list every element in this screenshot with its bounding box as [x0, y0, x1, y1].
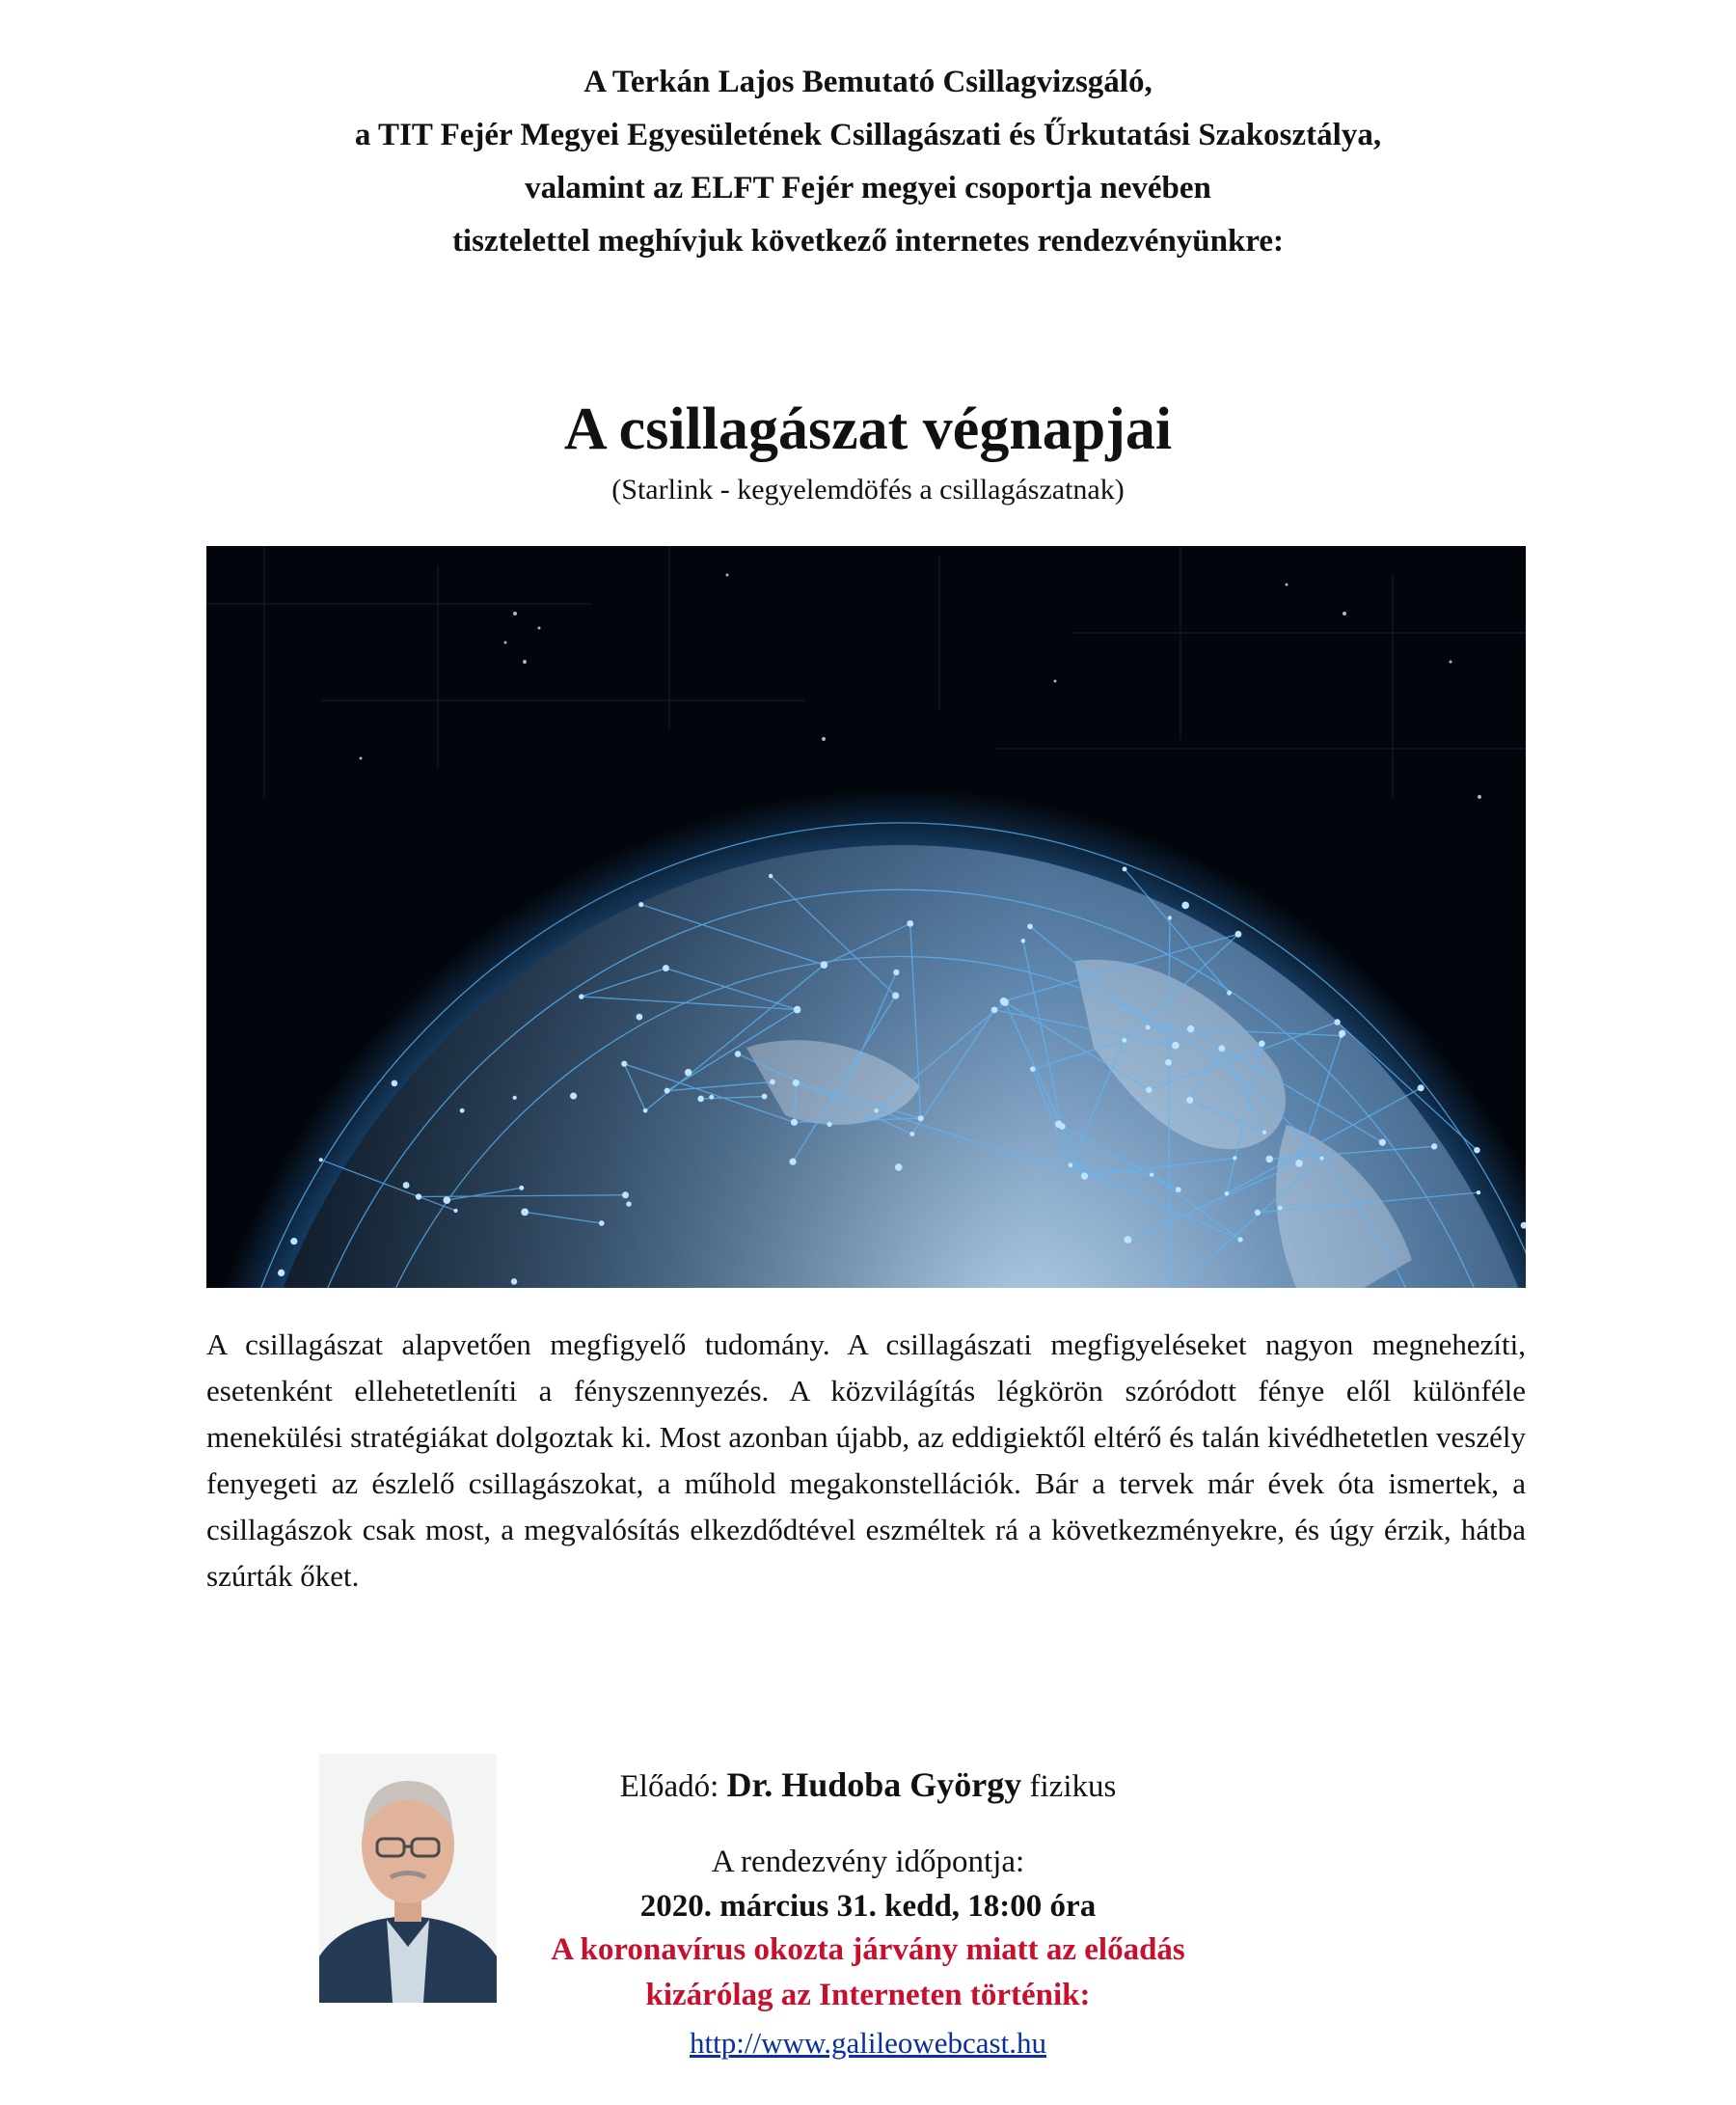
- satellite-node: [1334, 1019, 1340, 1025]
- satellite-node: [319, 1158, 323, 1162]
- satellite-node: [1146, 1087, 1152, 1093]
- speaker-line: [502, 1762, 1234, 1810]
- satellite-node: [1418, 1084, 1424, 1091]
- satellite-node: [513, 1096, 517, 1100]
- satellite-node: [1081, 1172, 1088, 1179]
- satellite-node: [1227, 991, 1232, 996]
- satellite-node: [1379, 1139, 1386, 1146]
- satellite-node: [1068, 1162, 1072, 1167]
- satellite-node: [1218, 1045, 1225, 1052]
- satellite-node: [665, 1088, 670, 1094]
- satellite-node: [1319, 1157, 1323, 1161]
- satellite-node: [770, 1080, 775, 1085]
- satellite-node: [909, 1132, 914, 1136]
- satellite-node: [1295, 1160, 1303, 1167]
- satellite-node: [1233, 1156, 1236, 1160]
- invitation-line-1: A Terkán Lajos Bemutató Csillagvizsgáló,: [583, 65, 1153, 99]
- satellite-node: [621, 1061, 627, 1067]
- satellite-node: [791, 1119, 798, 1126]
- schedule-label: A rendezvény időpontja:: [711, 1845, 1025, 1879]
- satellite-node: [519, 1186, 524, 1190]
- satellite-node: [709, 1095, 714, 1100]
- satellite-node: [1172, 1042, 1180, 1050]
- satellite-node: [643, 1108, 648, 1113]
- satellite-node: [685, 1069, 692, 1076]
- satellite-node: [1186, 1097, 1193, 1104]
- satellite-node: [794, 1006, 801, 1014]
- schedule-datetime: 2020. március 31. kedd, 18:00 óra: [639, 1889, 1097, 1924]
- satellite-node: [626, 1201, 631, 1206]
- satellite-node: [874, 1108, 879, 1113]
- satellite-node: [1339, 1030, 1345, 1037]
- satellite-node: [1123, 866, 1127, 871]
- satellite-node: [893, 970, 899, 975]
- invitation-line-2: a TIT Fejér Megyei Egyesületének Csillagászati és Űrkutatási Szakosztálya,: [354, 118, 1382, 152]
- satellite-node: [1150, 1172, 1153, 1176]
- satellite-node: [460, 1108, 465, 1113]
- satellite-node: [821, 961, 828, 969]
- satellite-node: [579, 994, 583, 998]
- satellite-node: [636, 1014, 642, 1021]
- satellite-node: [1181, 902, 1189, 910]
- satellite-node: [1474, 1147, 1480, 1154]
- satellite-node: [1262, 1131, 1266, 1135]
- satellite-node: [278, 1270, 285, 1276]
- event-subtitle: (Starlink - kegyelemdöfés a csillagászatnak): [611, 474, 1125, 506]
- satellite-node: [827, 1122, 831, 1127]
- speaker-portrait-photo: [319, 1754, 497, 2003]
- satellite-node: [697, 1096, 704, 1103]
- online-notice-line-2: kizárólag az Interneten történik:: [645, 1978, 1091, 2012]
- description-paragraph: A csillagászat alapvetően megfigyelő tudomány. A csillagászati megfigyeléseket nagyon megnehezíti, esetenként ellehetetleníti a fényszennyezés. A közvilágítás légkörön szóródott fénye elől különféle menekülési stratégiákat dolgoztak ki. Most azonban újabb, az eddigiektől eltérő és talán kivédhetetlen veszély fenyegeti az észlelő csillagászokat, a műhold megakonstellációk. Bár a tervek már évek óta ismertek, a csillagászok csak most, a megvalósítás elkezdődtével eszméltek rá a következményekre, és úgy érzik, hátba szúrták őket.: [206, 1327, 1526, 1593]
- satellite-node: [521, 1209, 529, 1217]
- satellite-node: [570, 1092, 577, 1099]
- satellite-node: [453, 1209, 457, 1213]
- satellite-node: [622, 1191, 629, 1198]
- speaker-name: Dr. Hudoba György: [726, 1765, 1022, 1804]
- satellite-node: [762, 1094, 768, 1100]
- satellite-node: [511, 1278, 518, 1285]
- satellite-node: [1168, 916, 1172, 919]
- satellite-node: [1176, 1187, 1181, 1192]
- satellite-node: [735, 1051, 741, 1056]
- satellite-node: [1431, 1143, 1437, 1149]
- satellite-node: [1278, 1206, 1283, 1211]
- online-notice-line-1: A koronavírus okozta járvány miatt az előadás: [551, 1932, 1185, 1967]
- satellite-node: [1477, 1190, 1480, 1194]
- satellite-node: [918, 1115, 924, 1121]
- satellite-node: [793, 1080, 800, 1086]
- satellite-node: [638, 902, 643, 907]
- satellite-node: [416, 1193, 421, 1199]
- online-notice: [502, 1927, 1234, 2018]
- satellite-node: [1122, 1038, 1126, 1043]
- event-title: A csillagászat végnapjai: [563, 396, 1173, 462]
- invitation-line-4: tisztelettel meghívjuk következő internetes rendezvényünkre:: [451, 224, 1285, 259]
- satellite-node: [403, 1182, 410, 1189]
- satellite-node: [663, 965, 669, 971]
- satellite-node: [1237, 1237, 1242, 1242]
- satellite-node: [392, 1080, 398, 1087]
- satellite-node: [443, 1196, 450, 1204]
- satellite-node: [991, 1007, 998, 1014]
- satellite-node: [599, 1220, 605, 1226]
- speaker-prefix: Előadó:: [619, 1769, 719, 1804]
- satellite-node: [1027, 923, 1033, 929]
- satellite-node: [1165, 1059, 1172, 1066]
- satellite-node: [895, 1163, 903, 1171]
- satellite-node: [1021, 939, 1026, 943]
- earth-satellite-network-image: [206, 546, 1526, 1288]
- satellite-node: [290, 1238, 297, 1244]
- satellite-node: [1124, 1236, 1131, 1244]
- satellite-node: [1225, 1191, 1230, 1196]
- satellite-node: [1030, 1066, 1036, 1072]
- webcast-link[interactable]: http://www.galileowebcast.hu: [690, 2026, 1046, 2060]
- invitation-line-3: valamint az ELFT Fejér megyei csoportja nevében: [525, 171, 1211, 205]
- satellite-node: [1259, 1040, 1265, 1047]
- satellite-node: [1146, 1025, 1151, 1030]
- satellite-node: [1235, 931, 1242, 938]
- satellite-node: [1266, 1156, 1274, 1163]
- satellite-node: [769, 874, 773, 878]
- satellite-node: [1001, 998, 1009, 1006]
- satellite-node: [907, 920, 913, 927]
- speaker-title: fizikus: [1029, 1769, 1117, 1804]
- satellite-node: [1255, 1210, 1261, 1216]
- satellite-node: [1187, 1025, 1194, 1032]
- satellite-node: [892, 992, 899, 998]
- satellite-node: [1059, 1123, 1066, 1130]
- satellite-node: [789, 1159, 796, 1165]
- invitation-header: [0, 56, 1736, 268]
